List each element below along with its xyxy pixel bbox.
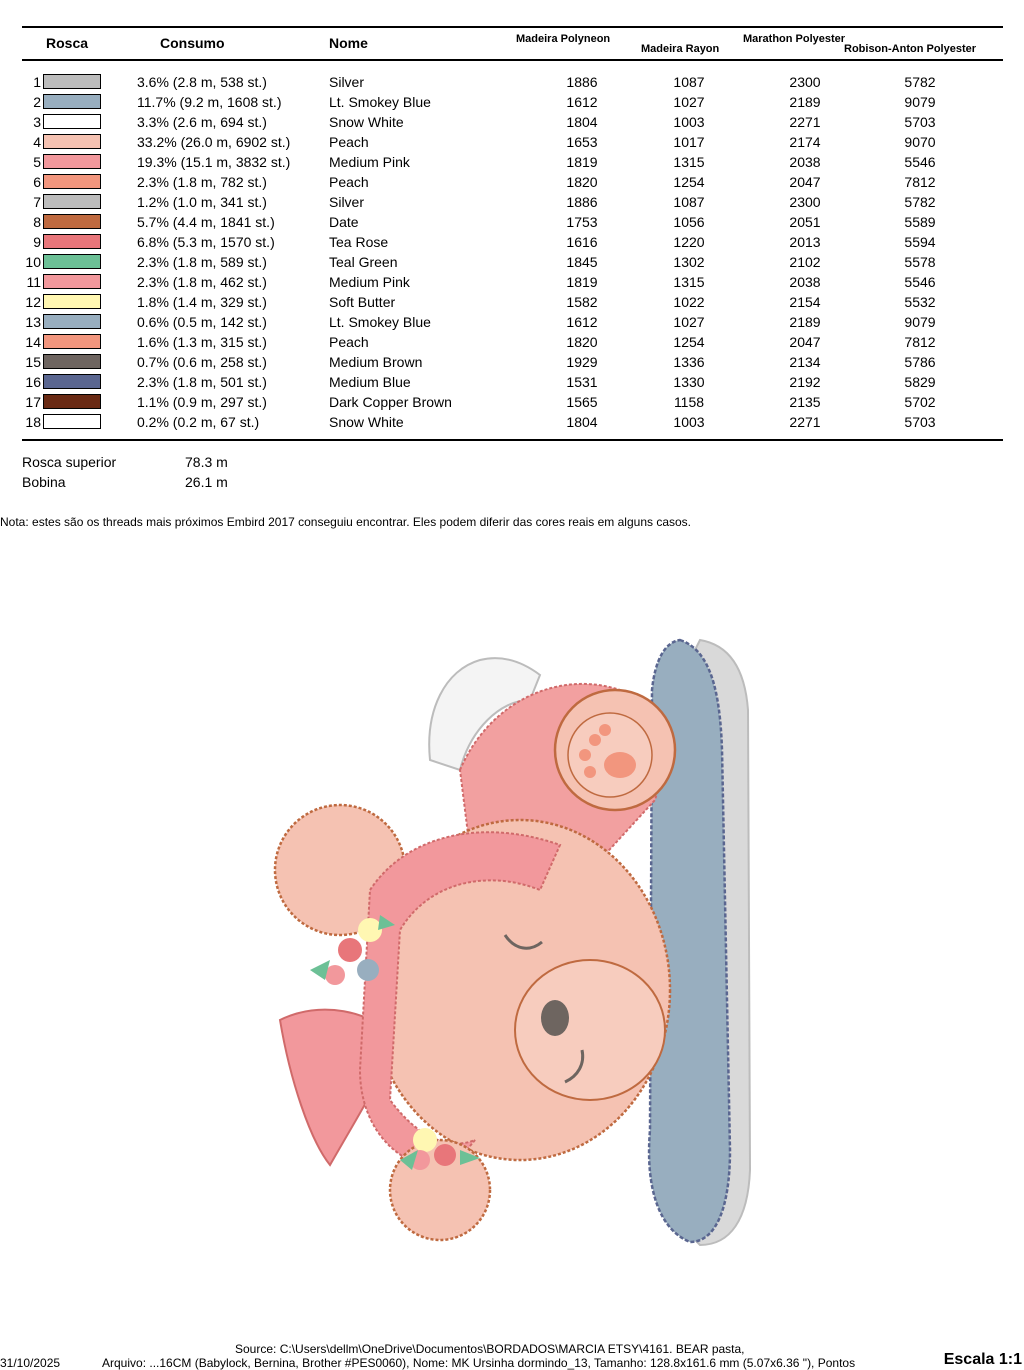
robison-anton-code: 9079 [904, 94, 936, 110]
robison-anton-code: 5546 [904, 154, 936, 170]
thread-consumption: 3.6% (2.8 m, 538 st.) [137, 74, 267, 90]
marathon-polyester-code: 2154 [789, 294, 821, 310]
robison-anton-code: 9079 [904, 314, 936, 330]
thread-name: Soft Butter [329, 294, 396, 310]
thread-consumption: 2.3% (1.8 m, 462 st.) [137, 274, 267, 290]
madeira-polyneon-code: 1819 [566, 154, 598, 170]
thread-consumption: 6.8% (5.3 m, 1570 st.) [137, 234, 275, 250]
madeira-rayon-code: 1336 [673, 354, 705, 370]
thread-name: Medium Pink [329, 274, 410, 290]
madeira-rayon-code: 1087 [673, 194, 705, 210]
color-swatch [43, 74, 101, 89]
robison-anton-code: 7812 [904, 174, 936, 190]
madeira-rayon-code: 1027 [673, 314, 705, 330]
rosca-superior-label: Rosca superior [22, 454, 117, 470]
thread-name: Silver [329, 74, 365, 90]
thread-consumption: 33.2% (26.0 m, 6902 st.) [137, 134, 291, 150]
marathon-polyester-code: 2038 [789, 154, 821, 170]
madeira-rayon-code: 1003 [673, 114, 705, 130]
table-row [22, 172, 1003, 192]
thread-number: 13 [25, 314, 41, 330]
thread-consumption: 5.7% (4.4 m, 1841 st.) [137, 214, 275, 230]
embroidery-design-preview [260, 630, 760, 1260]
thread-consumption: 2.3% (1.8 m, 589 st.) [137, 254, 267, 270]
robison-anton-code: 5594 [904, 234, 936, 250]
thread-name: Snow White [329, 414, 404, 430]
robison-anton-code: 7812 [904, 334, 936, 350]
thread-name: Silver [329, 194, 365, 210]
color-swatch [43, 154, 101, 169]
marathon-polyester-code: 2300 [789, 194, 821, 210]
robison-anton-code: 5786 [904, 354, 936, 370]
table-row [22, 232, 1003, 252]
madeira-polyneon-code: 1886 [566, 74, 598, 90]
thread-number: 11 [26, 274, 41, 290]
robison-anton-code: 5532 [904, 294, 936, 310]
color-swatch [43, 134, 101, 149]
header-nome: Nome [329, 35, 368, 51]
scale-label: Escala 1:1 [943, 1351, 1022, 1368]
madeira-polyneon-code: 1820 [566, 174, 598, 190]
nose [541, 1000, 569, 1036]
thread-number: 10 [25, 254, 41, 270]
color-swatch [43, 294, 101, 309]
marathon-polyester-code: 2038 [789, 274, 821, 290]
madeira-rayon-code: 1003 [673, 414, 705, 430]
madeira-rayon-code: 1158 [673, 394, 705, 410]
table-row [22, 292, 1003, 312]
robison-anton-code: 9070 [904, 134, 936, 150]
marathon-polyester-code: 2271 [789, 414, 821, 430]
madeira-rayon-code: 1027 [673, 94, 705, 110]
thread-consumption: 1.2% (1.0 m, 341 st.) [137, 194, 267, 210]
thread-number: 5 [33, 154, 41, 170]
marathon-polyester-code: 2102 [789, 254, 821, 270]
thread-consumption: 1.8% (1.4 m, 329 st.) [137, 294, 267, 310]
madeira-polyneon-code: 1820 [566, 334, 598, 350]
madeira-polyneon-code: 1612 [566, 94, 598, 110]
thread-name: Teal Green [329, 254, 398, 270]
thread-number: 1 [33, 74, 41, 90]
madeira-rayon-code: 1302 [673, 254, 705, 270]
thread-number: 9 [33, 234, 41, 250]
thread-name: Lt. Smokey Blue [329, 314, 431, 330]
marathon-polyester-code: 2271 [789, 114, 821, 130]
thread-number: 8 [33, 214, 41, 230]
snout [515, 960, 665, 1100]
thread-name: Peach [329, 334, 369, 350]
thread-consumption: 3.3% (2.6 m, 694 st.) [137, 114, 267, 130]
header-madeira-rayon: Madeira Rayon [641, 43, 720, 55]
table-row [22, 332, 1003, 352]
thread-name: Peach [329, 174, 369, 190]
thread-number: 4 [33, 134, 41, 150]
table-row [22, 352, 1003, 372]
footer-source: Source: C:\Users\dellm\OneDrive\Documentos\BORDADOS\MARCIA ETSY\4161. BEAR pasta, [235, 1342, 745, 1356]
thread-number: 6 [33, 174, 41, 190]
thread-table-body [22, 72, 1003, 432]
table-row [22, 392, 1003, 412]
color-swatch [43, 194, 101, 209]
thread-number: 3 [33, 114, 41, 130]
table-row [22, 112, 1003, 132]
color-swatch [43, 214, 101, 229]
header-consumo: Consumo [160, 35, 225, 51]
madeira-rayon-code: 1315 [673, 274, 705, 290]
robison-anton-code: 5782 [904, 74, 936, 90]
madeira-rayon-code: 1254 [673, 334, 705, 350]
madeira-polyneon-code: 1612 [566, 314, 598, 330]
thread-number: 17 [25, 394, 41, 410]
thread-name: Date [329, 214, 359, 230]
table-row [22, 92, 1003, 112]
marathon-polyester-code: 2192 [789, 374, 821, 390]
madeira-polyneon-code: 1582 [566, 294, 598, 310]
thread-consumption: 19.3% (15.1 m, 3832 st.) [137, 154, 291, 170]
marathon-polyester-code: 2300 [789, 74, 821, 90]
madeira-rayon-code: 1220 [673, 234, 705, 250]
thread-number: 7 [33, 194, 41, 210]
robison-anton-code: 5546 [904, 274, 936, 290]
madeira-rayon-code: 1017 [673, 134, 705, 150]
marathon-polyester-code: 2134 [789, 354, 821, 370]
footer-file-info: Arquivo: ...16CM (Babylock, Bernina, Brother #PES0060), Nome: MK Ursinha dormindo_13, Tamanho: 128.8x161.6 mm (5.07x6.36 "), Pontos [102, 1356, 856, 1370]
thread-number: 12 [25, 294, 41, 310]
thread-consumption: 2.3% (1.8 m, 782 st.) [137, 174, 267, 190]
table-row [22, 132, 1003, 152]
madeira-rayon-code: 1254 [673, 174, 705, 190]
robison-anton-code: 5578 [904, 254, 936, 270]
robison-anton-code: 5703 [904, 114, 936, 130]
header-bottom-rule [22, 59, 1003, 61]
thread-consumption: 0.7% (0.6 m, 258 st.) [137, 354, 267, 370]
color-swatch [43, 314, 101, 329]
madeira-polyneon-code: 1616 [566, 234, 598, 250]
color-swatch [43, 394, 101, 409]
madeira-polyneon-code: 1753 [566, 214, 598, 230]
table-row [22, 152, 1003, 172]
madeira-rayon-code: 1330 [673, 374, 705, 390]
color-swatch [43, 334, 101, 349]
header-madeira-polyneon: Madeira Polyneon [516, 33, 611, 45]
thread-consumption: 1.1% (0.9 m, 297 st.) [137, 394, 267, 410]
color-swatch [43, 274, 101, 289]
robison-anton-code: 5782 [904, 194, 936, 210]
marathon-polyester-code: 2189 [789, 314, 821, 330]
madeira-rayon-code: 1022 [673, 294, 705, 310]
thread-consumption: 0.2% (0.2 m, 67 st.) [137, 414, 260, 430]
robison-anton-code: 5589 [904, 214, 936, 230]
table-row [22, 192, 1003, 212]
madeira-polyneon-code: 1886 [566, 194, 598, 210]
table-row [22, 412, 1003, 432]
thread-name: Tea Rose [329, 234, 389, 250]
madeira-polyneon-code: 1565 [566, 394, 598, 410]
table-row [22, 372, 1003, 392]
thread-consumption: 11.7% (9.2 m, 1608 st.) [137, 94, 282, 110]
color-swatch [43, 414, 101, 429]
marathon-polyester-code: 2135 [789, 394, 821, 410]
footer-date: 31/10/2025 [0, 1356, 61, 1370]
color-swatch [43, 234, 101, 249]
marathon-polyester-code: 2013 [789, 234, 821, 250]
marathon-polyester-code: 2047 [789, 334, 821, 350]
table-row [22, 272, 1003, 292]
madeira-polyneon-code: 1845 [566, 254, 598, 270]
thread-number: 16 [25, 374, 41, 390]
table-row [22, 72, 1003, 92]
thread-consumption: 0.6% (0.5 m, 142 st.) [137, 314, 267, 330]
robison-anton-code: 5702 [904, 394, 936, 410]
madeira-polyneon-code: 1531 [566, 374, 598, 390]
thread-number: 18 [25, 414, 41, 430]
madeira-polyneon-code: 1819 [566, 274, 598, 290]
rosca-superior-value: 78.3 m [185, 454, 228, 470]
color-swatch [43, 114, 101, 129]
color-swatch [43, 174, 101, 189]
thread-name: Peach [329, 134, 369, 150]
madeira-rayon-code: 1315 [673, 154, 705, 170]
marathon-polyester-code: 2174 [789, 134, 821, 150]
thread-name: Dark Copper Brown [329, 394, 452, 410]
marathon-polyester-code: 2189 [789, 94, 821, 110]
madeira-polyneon-code: 1929 [566, 354, 598, 370]
header-robison-anton-polyester: Robison-Anton Polyester [844, 43, 977, 55]
table-row [22, 252, 1003, 272]
bobina-value: 26.1 m [185, 474, 228, 490]
robison-anton-code: 5703 [904, 414, 936, 430]
madeira-rayon-code: 1087 [673, 74, 705, 90]
thread-number: 2 [33, 94, 41, 110]
table-top-rule [22, 26, 1003, 28]
thread-note: Nota: estes são os threads mais próximos Embird 2017 conseguiu encontrar. Eles podem diferir das cores reais em alguns casos. [0, 515, 692, 529]
thread-consumption: 2.3% (1.8 m, 501 st.) [137, 374, 267, 390]
thread-number: 15 [25, 354, 41, 370]
madeira-polyneon-code: 1804 [566, 414, 598, 430]
marathon-polyester-code: 2051 [789, 214, 821, 230]
color-swatch [43, 94, 101, 109]
color-swatch [43, 374, 101, 389]
madeira-rayon-code: 1056 [673, 214, 705, 230]
header-rosca: Rosca [46, 35, 89, 51]
table-bottom-rule [22, 439, 1003, 441]
madeira-polyneon-code: 1804 [566, 114, 598, 130]
color-swatch [43, 354, 101, 369]
header-marathon-polyester: Marathon Polyester [743, 33, 846, 45]
thread-name: Medium Brown [329, 354, 423, 370]
robison-anton-code: 5829 [904, 374, 936, 390]
thread-name: Snow White [329, 114, 404, 130]
bobina-label: Bobina [22, 474, 66, 490]
thread-consumption: 1.6% (1.3 m, 315 st.) [137, 334, 267, 350]
thread-name: Medium Pink [329, 154, 410, 170]
table-row [22, 212, 1003, 232]
thread-name: Medium Blue [329, 374, 411, 390]
table-row [22, 312, 1003, 332]
thread-number: 14 [25, 334, 41, 350]
thread-name: Lt. Smokey Blue [329, 94, 431, 110]
color-swatch [43, 254, 101, 269]
marathon-polyester-code: 2047 [789, 174, 821, 190]
madeira-polyneon-code: 1653 [566, 134, 598, 150]
